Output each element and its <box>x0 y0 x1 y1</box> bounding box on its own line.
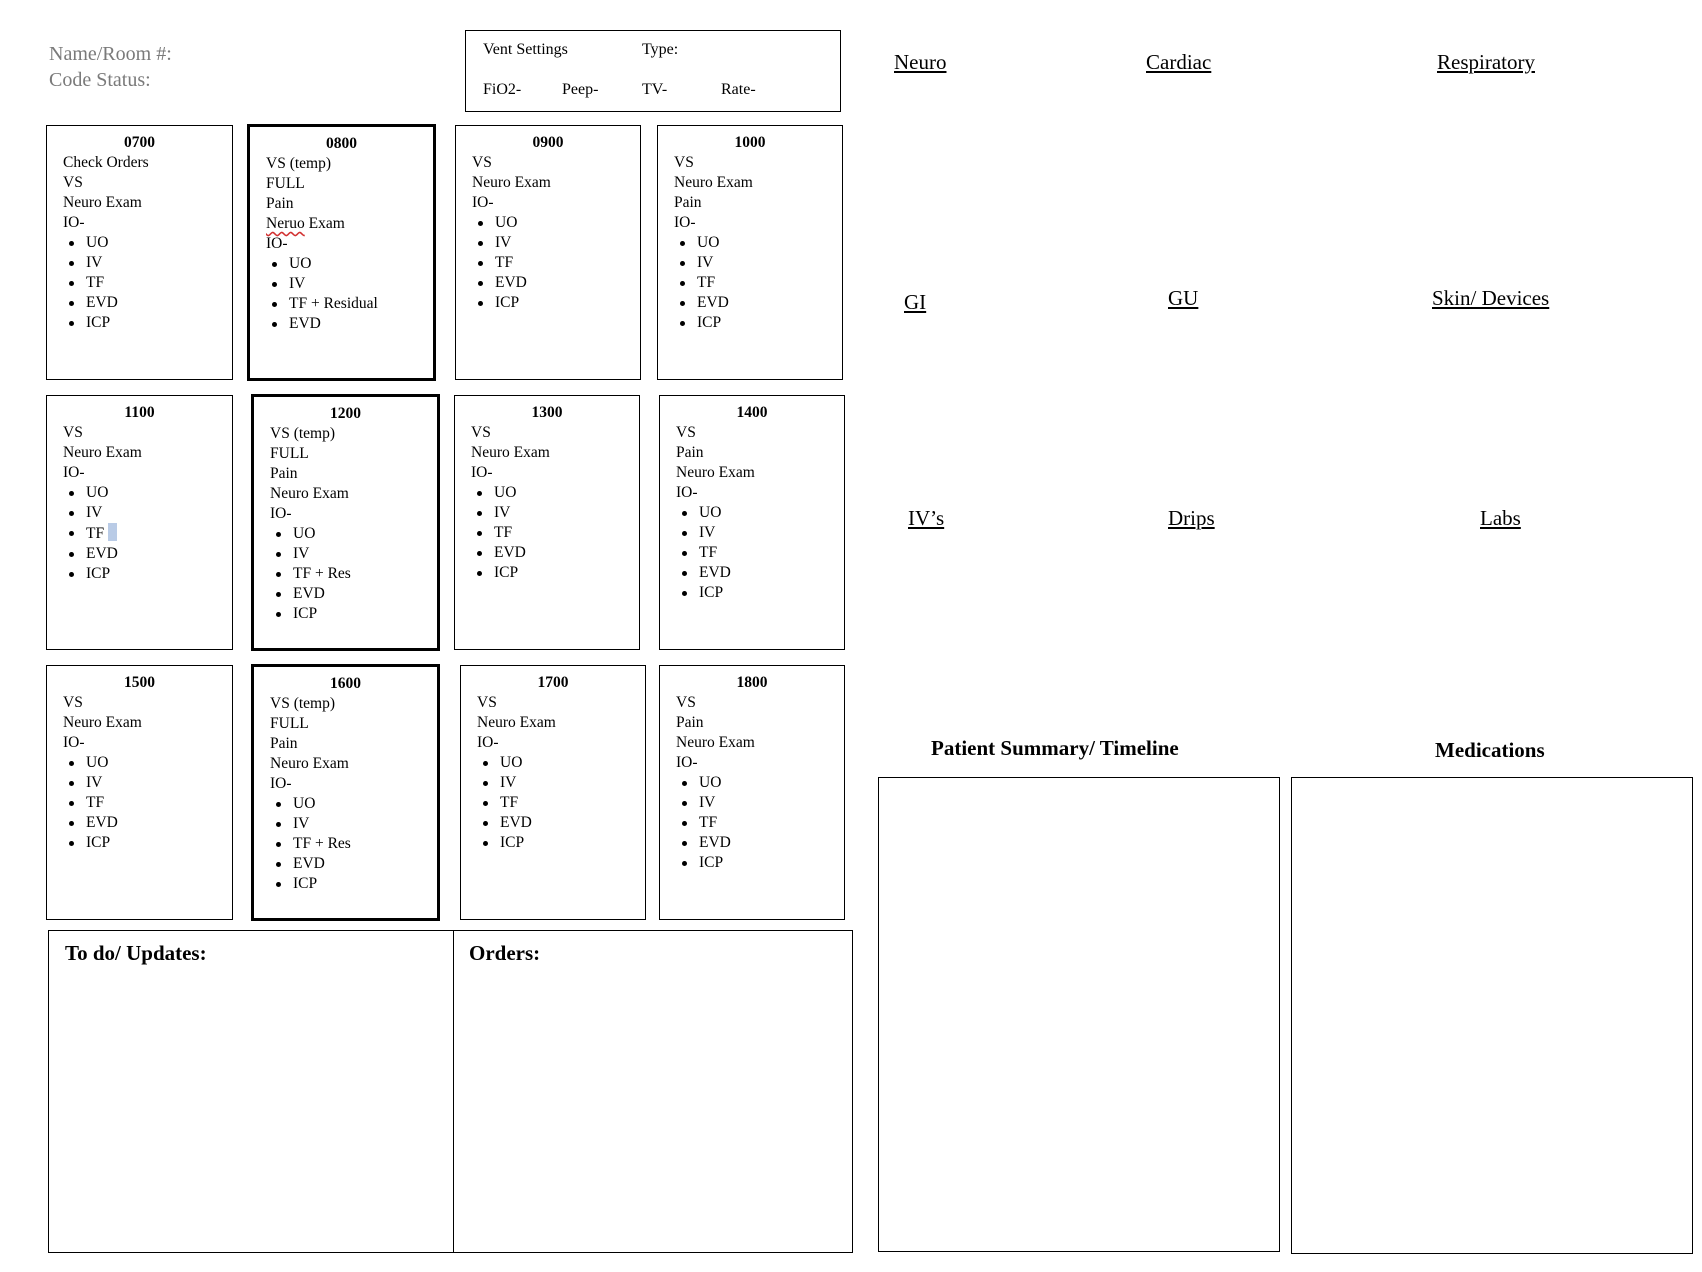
io-item <box>86 253 232 273</box>
io-item-label: IV <box>699 524 716 541</box>
io-item <box>495 293 640 313</box>
io-item <box>699 793 844 813</box>
slot-task: Pain <box>266 195 294 212</box>
io-item-label: EVD <box>699 834 731 851</box>
slot-task: VS <box>471 424 491 441</box>
slot-task: IO- <box>270 775 292 792</box>
io-item <box>86 544 232 564</box>
todo-orders-box <box>48 930 853 1253</box>
io-item-label: ICP <box>495 294 520 311</box>
medications-box[interactable] <box>1291 777 1693 1254</box>
io-item-label: IV <box>697 254 714 271</box>
slot-time: 1200 <box>330 405 361 422</box>
io-item-label: EVD <box>293 855 325 872</box>
io-item-label: EVD <box>293 585 325 602</box>
io-item <box>86 313 232 333</box>
slot-task: Pain <box>676 444 704 461</box>
slot-time: 1600 <box>330 675 361 692</box>
io-item <box>495 233 640 253</box>
slot-task: VS <box>676 424 696 441</box>
io-list <box>658 233 842 333</box>
system-ivs: IV’s <box>908 506 945 530</box>
io-item <box>293 564 437 584</box>
io-item <box>293 524 437 544</box>
tv-label: TV- <box>642 81 668 98</box>
io-item-label: TF <box>500 794 519 811</box>
io-item <box>697 233 842 253</box>
io-item-label: TF + Res <box>293 565 351 582</box>
io-list <box>254 524 437 624</box>
slot-task: IO- <box>63 734 85 751</box>
io-item-label: UO <box>86 484 109 501</box>
io-item <box>500 813 645 833</box>
io-item <box>699 853 844 873</box>
io-item <box>500 793 645 813</box>
io-item <box>697 313 842 333</box>
slot-task: VS <box>63 694 83 711</box>
slot-task: VS <box>676 694 696 711</box>
io-item-label: UO <box>86 234 109 251</box>
io-item <box>86 833 232 853</box>
slot-task: Neuro Exam <box>676 464 755 481</box>
slot-task: IO- <box>676 754 698 771</box>
slot-task: IO- <box>266 235 288 252</box>
slot-task: FULL <box>270 445 309 462</box>
io-item <box>500 833 645 853</box>
patient-summary-title: Patient Summary/ Timeline <box>931 736 1179 760</box>
io-list <box>47 483 232 584</box>
io-list <box>47 233 232 333</box>
io-item-label: EVD <box>495 274 527 291</box>
io-item <box>500 773 645 793</box>
vent-settings-title: Vent Settings <box>483 41 568 58</box>
slot-task: FULL <box>266 175 305 192</box>
io-item <box>293 814 437 834</box>
slot-task: Pain <box>676 714 704 731</box>
io-item-label: UO <box>699 774 722 791</box>
slot-task: Neuro Exam <box>63 714 142 731</box>
io-item <box>289 254 433 274</box>
io-item-label: EVD <box>697 294 729 311</box>
slot-task: Neuro Exam <box>477 714 556 731</box>
io-item <box>86 273 232 293</box>
fio2-label: FiO2- <box>483 81 522 98</box>
slot-task: Neuro Exam <box>674 174 753 191</box>
io-item <box>699 503 844 523</box>
io-list <box>47 753 232 853</box>
todo-orders-divider <box>453 931 454 1252</box>
slot-task: IO- <box>63 214 85 231</box>
io-item <box>494 523 639 543</box>
io-item <box>699 523 844 543</box>
io-item <box>697 273 842 293</box>
peep-label: Peep- <box>562 81 599 98</box>
io-item-label: EVD <box>86 814 118 831</box>
io-item-label: EVD <box>86 294 118 311</box>
io-item-label: IV <box>86 774 103 791</box>
slot-task: IO- <box>63 464 85 481</box>
io-item <box>495 253 640 273</box>
slot-time: 1800 <box>736 674 768 691</box>
io-item <box>494 483 639 503</box>
io-item <box>86 564 232 584</box>
io-item-label: ICP <box>293 875 318 892</box>
orders-title: Orders: <box>469 941 541 965</box>
io-list <box>456 213 640 313</box>
slot-task: IO- <box>674 214 696 231</box>
io-item-label: IV <box>699 794 716 811</box>
io-item <box>293 854 437 874</box>
slot-time: 1700 <box>537 674 569 691</box>
slot-task: VS (temp) <box>270 695 336 712</box>
io-item <box>495 213 640 233</box>
slot-task: Neuro Exam <box>270 755 349 772</box>
io-item-label: TF <box>86 794 105 811</box>
io-list <box>254 794 437 894</box>
io-item-label: ICP <box>86 565 111 582</box>
slot-task: FULL <box>270 715 309 732</box>
slot-task: VS <box>63 174 83 191</box>
io-item-label: UO <box>500 754 523 771</box>
io-item <box>699 813 844 833</box>
io-item-label: IV <box>293 815 310 832</box>
io-item <box>495 273 640 293</box>
slot-task: Neuro Exam <box>270 485 349 502</box>
time-slot-0900 <box>455 125 641 380</box>
slot-time: 0700 <box>124 134 155 151</box>
io-item <box>699 543 844 563</box>
io-item <box>494 563 639 583</box>
slot-task: VS <box>63 424 83 441</box>
io-item <box>289 314 433 334</box>
slot-task: Check Orders <box>63 154 149 171</box>
io-item <box>86 753 232 773</box>
time-slot-1700 <box>460 665 646 920</box>
io-item-label: IV <box>293 545 310 562</box>
slot-task: VS (temp) <box>270 425 336 442</box>
system-gi: GI <box>904 290 927 314</box>
io-item-label: ICP <box>494 564 519 581</box>
system-respiratory: Respiratory <box>1437 50 1535 74</box>
io-item-label: TF + Residual <box>289 295 378 312</box>
time-slot-1600 <box>251 664 440 921</box>
io-item <box>289 274 433 294</box>
slot-time: 0900 <box>532 134 564 151</box>
slot-time: 1300 <box>531 404 563 421</box>
io-item-label: ICP <box>500 834 525 851</box>
io-item-label: IV <box>86 254 103 271</box>
io-item <box>86 503 232 523</box>
io-item <box>86 813 232 833</box>
time-slot-1000 <box>657 125 843 380</box>
io-item <box>697 253 842 273</box>
io-list <box>660 503 844 603</box>
io-item <box>699 833 844 853</box>
io-item-label: TF + Res <box>293 835 351 852</box>
todo-title: To do/ Updates: <box>65 941 207 965</box>
io-item <box>699 773 844 793</box>
io-item-label: UO <box>495 214 518 231</box>
system-drips: Drips <box>1168 506 1215 530</box>
system-skin-devices: Skin/ Devices <box>1432 286 1550 310</box>
io-item-label: ICP <box>86 834 111 851</box>
io-item <box>86 293 232 313</box>
io-item-label: UO <box>293 795 316 812</box>
io-item <box>293 834 437 854</box>
io-item <box>293 874 437 894</box>
io-item-label: EVD <box>86 545 118 562</box>
io-item-label: ICP <box>293 605 318 622</box>
io-item-label: ICP <box>699 854 724 871</box>
slot-task: Neuro Exam <box>676 734 755 751</box>
io-item-label: UO <box>289 255 312 272</box>
io-item <box>293 604 437 624</box>
io-item-label: UO <box>697 234 720 251</box>
io-item <box>289 294 433 314</box>
io-list <box>250 254 433 334</box>
time-slot-1300 <box>454 395 640 650</box>
time-slot-0800 <box>247 124 436 381</box>
slot-task: Neuro Exam <box>63 444 142 461</box>
vent-type-label: Type: <box>642 41 679 58</box>
slot-time: 1100 <box>124 404 155 421</box>
system-gu: GU <box>1168 286 1199 310</box>
time-slot-1500 <box>46 665 233 920</box>
io-item-label: EVD <box>500 814 532 831</box>
io-item-label: IV <box>494 504 511 521</box>
io-item-label: EVD <box>289 315 321 332</box>
system-neuro: Neuro <box>894 50 947 74</box>
io-list <box>455 483 639 583</box>
io-item-label: EVD <box>699 564 731 581</box>
slot-task: VS <box>472 154 492 171</box>
io-item-label: TF <box>494 524 513 541</box>
io-item <box>494 543 639 563</box>
io-item <box>293 794 437 814</box>
io-item <box>86 793 232 813</box>
io-item-label: UO <box>699 504 722 521</box>
io-item-label: IV <box>289 275 306 292</box>
io-list <box>461 753 645 853</box>
io-item-label: UO <box>494 484 517 501</box>
io-item-label: TF <box>697 274 716 291</box>
io-item-label: IV <box>500 774 517 791</box>
io-item-label: EVD <box>494 544 526 561</box>
io-item <box>86 233 232 253</box>
time-slot-1400 <box>659 395 845 650</box>
io-item-label: UO <box>293 525 316 542</box>
time-slot-1200 <box>251 394 440 651</box>
io-item <box>293 544 437 564</box>
slot-task-misspelled: Neruo Exam <box>266 215 345 232</box>
io-item <box>697 293 842 313</box>
io-item <box>86 483 232 503</box>
slot-time: 1000 <box>734 134 766 151</box>
time-slot-0700 <box>46 125 233 380</box>
io-item-label: ICP <box>697 314 722 331</box>
slot-task: IO- <box>270 505 292 522</box>
io-item <box>494 503 639 523</box>
slot-task: Neuro Exam <box>63 194 142 211</box>
system-cardiac: Cardiac <box>1146 50 1212 74</box>
slot-task: VS <box>674 154 694 171</box>
system-labs: Labs <box>1480 506 1521 530</box>
text-cursor-highlight <box>108 523 117 541</box>
slot-task: VS (temp) <box>266 155 332 172</box>
medications-title: Medications <box>1435 738 1545 762</box>
name-room-label: Name/Room #: <box>49 43 172 65</box>
io-item-label: ICP <box>86 314 111 331</box>
io-item-label: TF <box>699 544 718 561</box>
io-item-label: TF <box>86 525 105 542</box>
io-item <box>86 523 232 544</box>
slot-time: 0800 <box>326 135 357 152</box>
io-item <box>86 773 232 793</box>
slot-task: VS <box>477 694 497 711</box>
io-item-label: TF <box>699 814 718 831</box>
io-item-label: IV <box>86 504 103 521</box>
io-item <box>699 583 844 603</box>
io-item <box>699 563 844 583</box>
slot-task: IO- <box>676 484 698 501</box>
io-item-label: UO <box>86 754 109 771</box>
io-item-label: TF <box>495 254 514 271</box>
slot-task: Pain <box>270 465 298 482</box>
io-list <box>660 773 844 873</box>
slot-task: IO- <box>472 194 494 211</box>
slot-task: Pain <box>674 194 702 211</box>
patient-summary-box[interactable] <box>878 777 1280 1252</box>
time-slot-1100 <box>46 395 233 650</box>
io-item-label: TF <box>86 274 105 291</box>
slot-task: Neuro Exam <box>472 174 551 191</box>
slot-time: 1400 <box>736 404 768 421</box>
slot-task: Neuro Exam <box>471 444 550 461</box>
slot-task: Pain <box>270 735 298 752</box>
slot-task: IO- <box>471 464 493 481</box>
io-item <box>500 753 645 773</box>
io-item-label: ICP <box>699 584 724 601</box>
rate-label: Rate- <box>721 81 756 98</box>
slot-time: 1500 <box>124 674 155 691</box>
io-item-label: IV <box>495 234 512 251</box>
code-status-label: Code Status: <box>49 69 151 91</box>
slot-task: IO- <box>477 734 499 751</box>
time-slot-1800 <box>659 665 845 920</box>
io-item <box>293 584 437 604</box>
vent-settings-box <box>465 30 841 112</box>
